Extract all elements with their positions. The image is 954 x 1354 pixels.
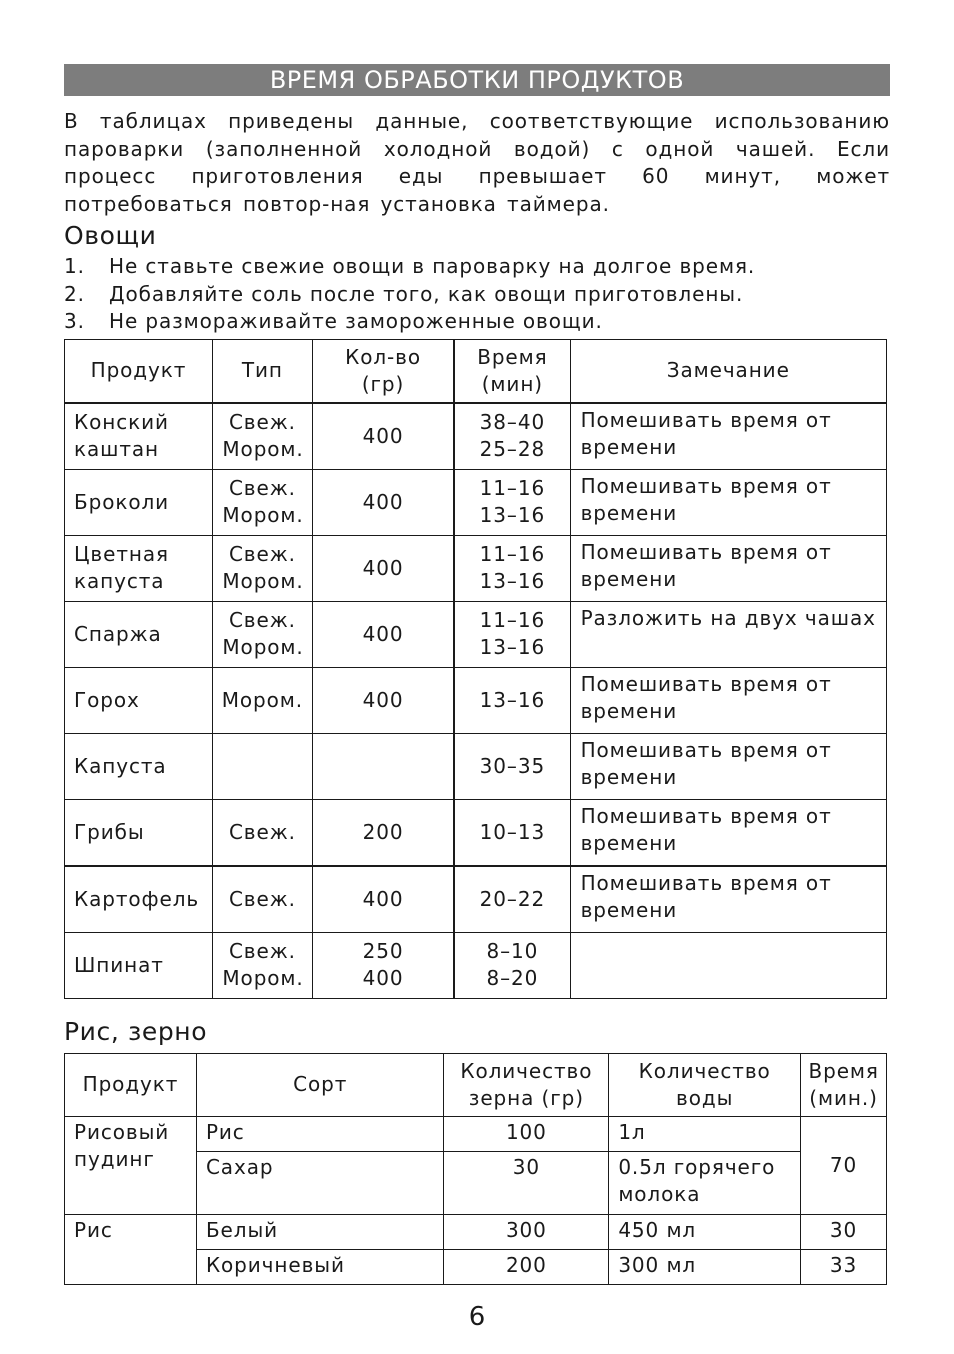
page-number: 6 <box>468 1302 486 1332</box>
cell-product: Броколи <box>65 469 213 535</box>
list-text: Добавляйте соль после того, как овощи приготовлены. <box>109 281 744 306</box>
cell-remark: Помешивать время от времени <box>570 535 886 601</box>
cell-product: Грибы <box>65 799 213 866</box>
cell-remark: Помешивать время от времени <box>570 866 886 933</box>
cell-time: 70 <box>801 1116 887 1214</box>
cell-remark: Помешивать время от времени <box>570 469 886 535</box>
cell-time: 30 <box>801 1214 887 1249</box>
cell-product: Шпинат <box>65 932 213 998</box>
vegetables-heading: Овощи <box>64 221 157 250</box>
header-type: Тип <box>212 339 312 403</box>
header-time: Время (мин.) <box>801 1053 887 1116</box>
cell-qty: 200 <box>312 799 454 866</box>
cell-grain: 100 <box>444 1116 609 1151</box>
cell-water: 450 мл <box>609 1214 801 1249</box>
cell-time: 8–10 8–20 <box>454 932 570 998</box>
cell-type: Свеж. Мором. <box>212 932 312 998</box>
cell-qty <box>312 733 454 799</box>
cell-product: Капуста <box>65 733 213 799</box>
cell-product: Картофель <box>65 866 213 933</box>
cell-time: 11–16 13–16 <box>454 601 570 667</box>
cell-qty: 400 <box>312 403 454 470</box>
header-product: Продукт <box>65 1053 197 1116</box>
cell-time: 38–40 25–28 <box>454 403 570 470</box>
header-water: Количество воды <box>609 1053 801 1116</box>
cell-qty: 250 400 <box>312 932 454 998</box>
cell-type <box>212 733 312 799</box>
list-item <box>64 253 890 281</box>
cell-type: Свеж. Мором. <box>212 601 312 667</box>
header-time: Время (мин) <box>454 339 570 403</box>
table-row <box>65 866 887 933</box>
list-number: 3. <box>64 309 85 333</box>
list-item <box>64 308 890 336</box>
cell-type: Свеж. <box>212 866 312 933</box>
rice-heading: Рис, зерно <box>64 1016 208 1046</box>
list-number: 2. <box>64 281 85 306</box>
vegetables-table <box>64 339 887 999</box>
table-row <box>65 733 887 799</box>
section-banner: ВРЕМЯ ОБРАБОТКИ ПРОДУКТОВ <box>64 64 890 96</box>
cell-time: 11–16 13–16 <box>454 535 570 601</box>
cell-product: Рис <box>65 1214 197 1284</box>
cell-product: Рисовый пудинг <box>65 1116 197 1214</box>
cell-grain: 300 <box>444 1214 609 1249</box>
cell-product: Конский каштан <box>65 403 213 470</box>
cell-qty: 400 <box>312 601 454 667</box>
table-header-row <box>65 339 887 403</box>
cell-time: 20–22 <box>454 866 570 933</box>
header-grain: Количество зерна (гр) <box>444 1053 609 1116</box>
table-row <box>65 403 887 470</box>
cell-product: Спаржа <box>65 601 213 667</box>
cell-qty: 400 <box>312 535 454 601</box>
cell-time: 33 <box>801 1249 887 1284</box>
table-row <box>65 799 887 866</box>
header-qty: Кол-во (гр) <box>312 339 454 403</box>
table-row <box>65 932 887 998</box>
cell-water: 300 мл <box>609 1249 801 1284</box>
cell-type: Свеж. Мором. <box>212 469 312 535</box>
list-number: 1. <box>64 254 85 278</box>
cell-variety: Сахар <box>196 1151 444 1214</box>
list-item <box>64 281 890 309</box>
cell-grain: 30 <box>444 1151 609 1214</box>
header-product: Продукт <box>65 339 213 403</box>
cell-type: Мором. <box>212 667 312 733</box>
cell-time: 30–35 <box>454 733 570 799</box>
cell-time: 10–13 <box>454 799 570 866</box>
cell-qty: 400 <box>312 866 454 933</box>
table-header-row <box>65 1053 887 1116</box>
cell-variety: Белый <box>196 1214 444 1249</box>
cell-time: 13–16 <box>454 667 570 733</box>
table-row <box>65 535 887 601</box>
cell-remark: Помешивать время от времени <box>570 667 886 733</box>
cell-grain: 200 <box>444 1249 609 1284</box>
page <box>64 64 890 1285</box>
cell-remark <box>570 932 886 998</box>
cell-remark: Разложить на двух чашах <box>570 601 886 667</box>
table-row <box>65 667 887 733</box>
cell-variety: Коричневый <box>196 1249 444 1284</box>
table-row <box>65 601 887 667</box>
cell-remark: Помешивать время от времени <box>570 799 886 866</box>
list-text: Не ставьте свежие овощи в пароварку на долгое время. <box>109 254 756 278</box>
cell-variety: Рис <box>196 1116 444 1151</box>
header-variety: Сорт <box>196 1053 444 1116</box>
intro-paragraph: В таблицах приведены данные, соответствующие использованию пароварки (заполненной холодной водой) с одной чашей. Если процесс приготовления еды превышает 60 минут, может потребоваться повтор-ная установка таймера. <box>64 109 890 216</box>
cell-product: Горох <box>65 667 213 733</box>
cell-product: Цветная капуста <box>65 535 213 601</box>
vegetables-notes <box>64 253 890 336</box>
cell-type: Свеж. Мором. <box>212 535 312 601</box>
table-row <box>65 469 887 535</box>
header-remark: Замечание <box>570 339 886 403</box>
cell-type: Свеж. <box>212 799 312 866</box>
list-text: Не размораживайте замороженные овощи. <box>109 309 603 333</box>
cell-water: 1л <box>609 1116 801 1151</box>
cell-qty: 400 <box>312 667 454 733</box>
cell-water: 0.5л горячего молока <box>609 1151 801 1214</box>
rice-table <box>64 1053 887 1285</box>
table-row <box>65 1214 887 1249</box>
cell-remark: Помешивать время от времени <box>570 733 886 799</box>
cell-remark: Помешивать время от времени <box>570 403 886 470</box>
cell-type: Свеж. Мором. <box>212 403 312 470</box>
cell-qty: 400 <box>312 469 454 535</box>
cell-time: 11–16 13–16 <box>454 469 570 535</box>
table-row <box>65 1116 887 1151</box>
